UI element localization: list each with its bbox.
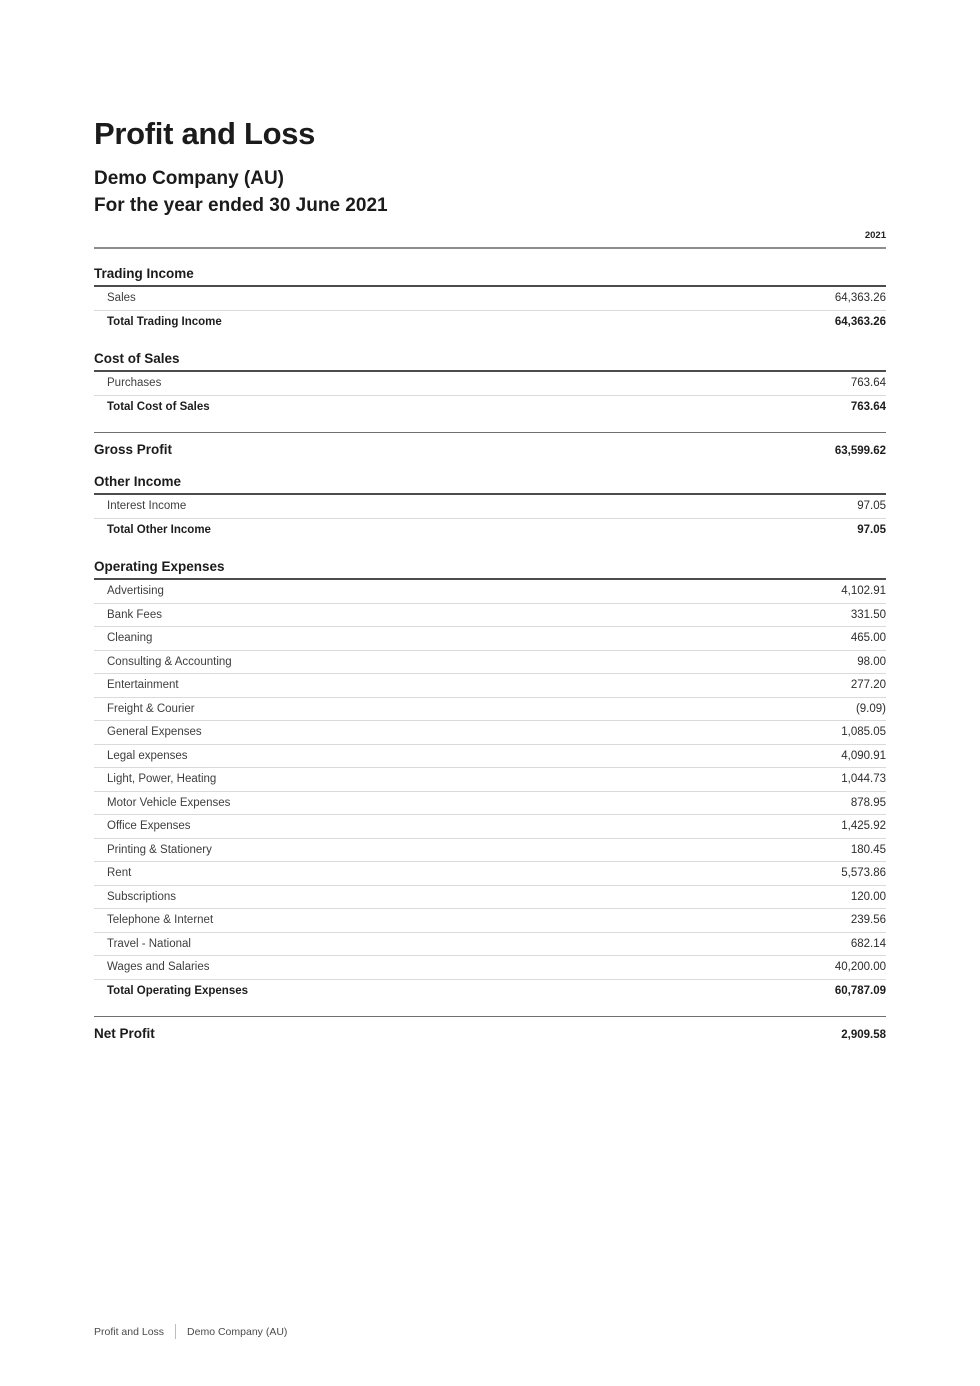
row-label: Telephone & Internet — [107, 914, 214, 927]
total-label: Total Operating Expenses — [107, 985, 249, 998]
row-label: Subscriptions — [107, 890, 177, 903]
total-row-other-income — [94, 519, 886, 543]
report-row-legal-expenses — [94, 745, 886, 769]
total-label: Total Cost of Sales — [107, 401, 210, 414]
row-value: 120.00 — [850, 890, 886, 903]
section-heading: Cost of Sales — [94, 351, 886, 372]
row-label: Sales — [107, 292, 136, 305]
row-value: 763.64 — [850, 377, 886, 390]
row-value: 4,090.91 — [841, 749, 886, 762]
report-period: For the year ended 30 June 2021 — [94, 195, 388, 216]
row-label: Wages and Salaries — [107, 961, 210, 974]
row-value: 180.45 — [850, 843, 886, 856]
report-row-advertising — [94, 580, 886, 604]
section-other-income — [94, 474, 886, 542]
report-row-cleaning — [94, 627, 886, 651]
row-label: Printing & Stationery — [107, 843, 212, 856]
row-value: 1,085.05 — [841, 726, 886, 739]
row-label: Consulting & Accounting — [107, 655, 232, 668]
row-value: 878.95 — [850, 796, 886, 809]
report-row-general-expenses — [94, 721, 886, 745]
summary-row-gross-profit — [94, 432, 886, 457]
row-value: 277.20 — [850, 679, 886, 692]
report-row-wages-salaries — [94, 956, 886, 980]
footer-divider — [175, 1324, 176, 1339]
row-value: 1,044.73 — [841, 773, 886, 786]
report-row-light-power-heating — [94, 768, 886, 792]
report-row-sales — [94, 287, 886, 311]
section-cost-of-sales — [94, 351, 886, 419]
section-heading: Trading Income — [94, 266, 886, 287]
summary-label: Net Profit — [94, 1026, 155, 1041]
summary-value: 63,599.62 — [834, 445, 886, 457]
row-label: Freight & Courier — [107, 702, 195, 715]
row-label: Motor Vehicle Expenses — [107, 796, 231, 809]
page-footer — [94, 1324, 287, 1339]
row-label: Light, Power, Heating — [107, 773, 217, 786]
row-label: Entertainment — [107, 679, 179, 692]
section-heading: Operating Expenses — [94, 559, 886, 580]
row-value: 239.56 — [850, 914, 886, 927]
row-value: (9.09) — [855, 702, 886, 715]
total-value: 60,787.09 — [834, 985, 886, 998]
report-row-telephone-internet — [94, 909, 886, 933]
report-row-subscriptions — [94, 886, 886, 910]
total-row-trading-income — [94, 311, 886, 335]
row-label: Rent — [107, 867, 132, 880]
row-value: 465.00 — [850, 632, 886, 645]
total-value: 64,363.26 — [834, 316, 886, 329]
report-row-bank-fees — [94, 604, 886, 628]
report-row-freight-courier — [94, 698, 886, 722]
total-row-cost-of-sales — [94, 396, 886, 420]
row-label: General Expenses — [107, 726, 202, 739]
row-value: 64,363.26 — [834, 292, 886, 305]
row-label: Office Expenses — [107, 820, 191, 833]
report-row-purchases — [94, 372, 886, 396]
summary-row-net-profit — [94, 1016, 886, 1041]
report-row-motor-vehicle-expenses — [94, 792, 886, 816]
year-column-header: 2021 — [94, 230, 886, 249]
row-label: Bank Fees — [107, 608, 162, 621]
footer-report-name: Profit and Loss — [94, 1325, 165, 1338]
report-row-consulting-accounting — [94, 651, 886, 675]
row-label: Travel - National — [107, 937, 191, 950]
total-label: Total Other Income — [107, 524, 211, 537]
report-row-office-expenses — [94, 815, 886, 839]
total-label: Total Trading Income — [107, 316, 222, 329]
report-row-entertainment — [94, 674, 886, 698]
row-value: 97.05 — [857, 500, 886, 513]
row-value: 1,425.92 — [841, 820, 886, 833]
total-value: 97.05 — [857, 524, 886, 537]
row-value: 4,102.91 — [841, 585, 886, 598]
report-row-printing-stationery — [94, 839, 886, 863]
section-operating-expenses — [94, 559, 886, 1003]
total-row-operating-expenses — [94, 980, 886, 1004]
footer-company-name: Demo Company (AU) — [187, 1325, 288, 1338]
row-label: Legal expenses — [107, 749, 188, 762]
section-trading-income — [94, 266, 886, 334]
row-value: 682.14 — [850, 937, 886, 950]
report-row-travel-national — [94, 933, 886, 957]
total-value: 763.64 — [850, 401, 886, 414]
page-title: Profit and Loss — [94, 116, 316, 151]
section-heading: Other Income — [94, 474, 886, 495]
row-value: 98.00 — [857, 655, 886, 668]
summary-value: 2,909.58 — [841, 1029, 886, 1041]
row-value: 40,200.00 — [834, 961, 886, 974]
summary-label: Gross Profit — [94, 442, 173, 457]
row-label: Purchases — [107, 377, 162, 390]
company-name: Demo Company (AU) — [94, 168, 285, 189]
row-value: 5,573.86 — [841, 867, 886, 880]
report-row-interest-income — [94, 495, 886, 519]
report-row-rent — [94, 862, 886, 886]
row-label: Interest Income — [107, 500, 187, 513]
row-label: Cleaning — [107, 632, 153, 645]
row-label: Advertising — [107, 585, 164, 598]
row-value: 331.50 — [850, 608, 886, 621]
